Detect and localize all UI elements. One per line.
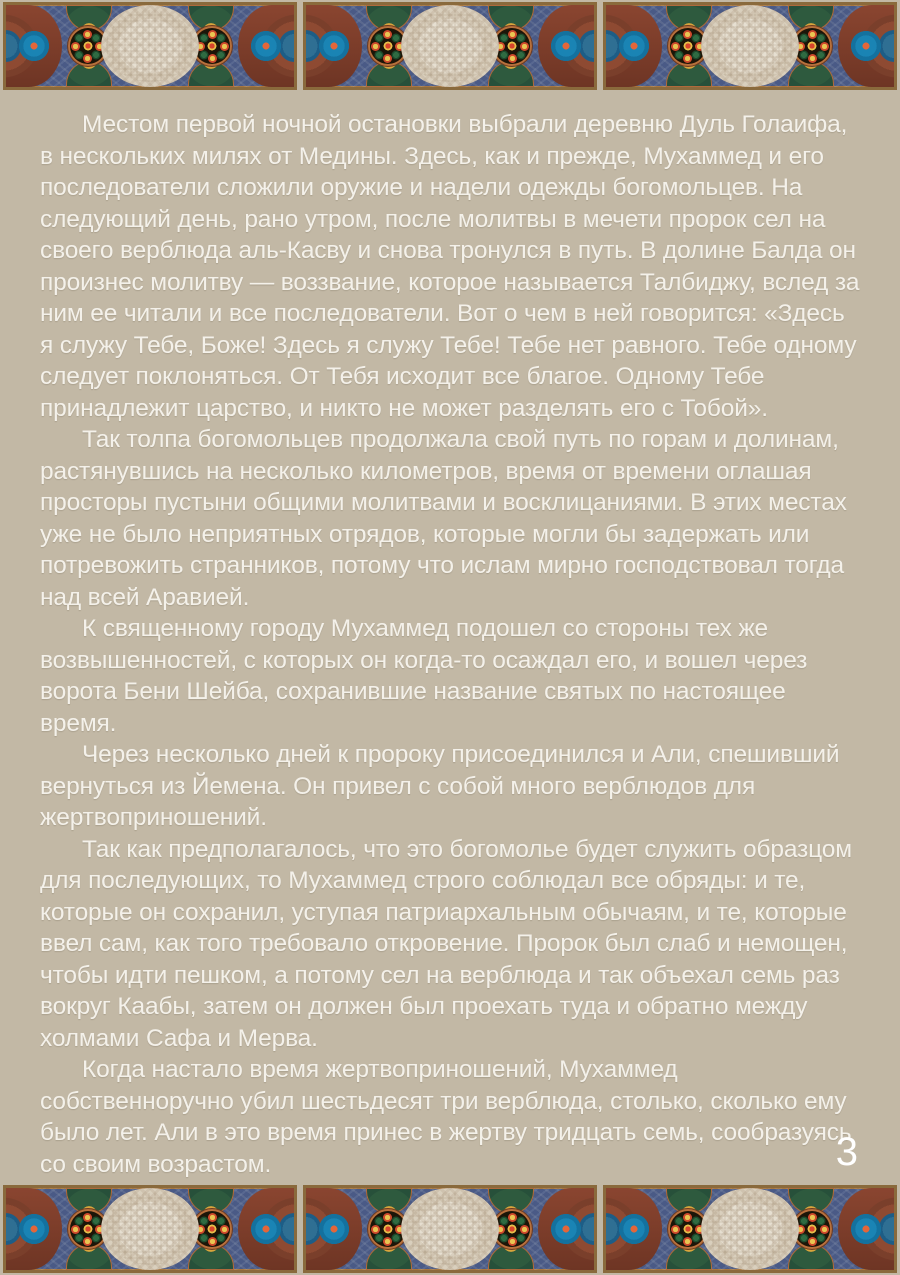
ornament-center-lens-medallion <box>101 1188 199 1270</box>
ornament-center-lens-medallion <box>401 5 499 87</box>
ornament-center-lens-medallion <box>401 1188 499 1270</box>
page-text-body <box>0 95 900 1180</box>
ornament-arch-wedge-left <box>606 5 662 87</box>
ornament-teal-floret-icon <box>842 22 890 70</box>
page-number: 3 <box>835 1130 858 1174</box>
ornament-arch-wedge-right <box>238 1188 294 1270</box>
ornament-arch-wedge-right <box>538 5 594 87</box>
ornament-teal-floret-icon <box>10 22 58 70</box>
ornament-panel <box>303 1185 597 1273</box>
ornament-panel <box>3 1185 297 1273</box>
paragraph: Местом первой ночной остановки выбрали деревню Дуль Голаифа, в нескольких милях от Медины. Здесь, как и прежде, Мухаммед и его последователи сложили оружие и надели одежды богомольцев. На следующий день, рано утром, после молитвы в мечети пророк сел на своего верблюда аль-Касву и снова тронулся в путь. В долине Балда он произнес молитву — воззвание, которое называется Талбиджу, вслед за ним ее читали и все последователи. Вот о чем в ней говорится: «Здесь я служу Тебе, Боже! Здесь я служу Тебе! Тебе нет равного. Тебе одному следует поклоняться. От Тебя исходит все благое. Одному Тебе принадлежит царство, и никто не может разделять его с Тобой». <box>40 111 860 422</box>
ornament-arch-wedge-left <box>6 1188 62 1270</box>
paragraph: Так как предполагалось, что это богомолье будет служить образцом для последующих, то Мухаммед строго соблюдал все обряды: и те, которые он сохранил, уступая патриархальным обычаям, и те, которые ввел сам, как того требовало откровение. Пророк был слаб и немощен, чтобы идти пешком, а потому сел на верблюда и так объехал семь раз вокруг Каабы, затем он должен был проехать туда и обратно между холмами Сафа и Мерва. <box>40 835 852 1052</box>
ornament-teal-floret-icon <box>242 22 290 70</box>
ornament-arch-wedge-left <box>606 1188 662 1270</box>
paragraph: Через несколько дней к пророку присоединился и Али, спешивший вернуться из Йемена. Он привел с собой много верблюдов для жертвоприношений. <box>40 741 840 831</box>
ornament-teal-floret-icon <box>542 1205 590 1253</box>
ornament-center-lens-medallion <box>701 5 799 87</box>
ornament-panel-field <box>606 5 894 87</box>
ornament-panel-field <box>306 1188 594 1270</box>
ornament-panel <box>303 2 597 90</box>
ornament-teal-floret-icon <box>542 22 590 70</box>
ornament-arch-wedge-right <box>538 1188 594 1270</box>
ornament-teal-floret-icon <box>310 1205 358 1253</box>
ornament-panel <box>603 2 897 90</box>
paragraph: Так толпа богомольцев продолжала свой путь по горам и долинам, растянувшись на несколько километров, время от времени оглашая просторы пустыни общими молитвами и восклицаниями. В этих местах уже не было неприятных отрядов, которые могли бы задержать или потревожить странников, потому что ислам мирно господствовал тогда над всей Аравией. <box>40 426 847 611</box>
ornament-arch-wedge-left <box>306 5 362 87</box>
paragraph: Когда настало время жертвоприношений, Мухаммед собственноручно убил шестьдесят три верблюда, столько, сколько ему было лет. Али в это время принес в жертву тридцать семь, сообразуясь со своим возрастом. <box>40 1056 852 1178</box>
ornament-arch-wedge-right <box>238 5 294 87</box>
ornament-teal-floret-icon <box>10 1205 58 1253</box>
ornament-arch-wedge-right <box>838 1188 894 1270</box>
ornament-teal-floret-icon <box>842 1205 890 1253</box>
ornament-panel <box>3 2 297 90</box>
bottom-ornamental-border <box>0 1180 900 1275</box>
ornament-center-lens-medallion <box>101 5 199 87</box>
ornament-teal-floret-icon <box>610 22 658 70</box>
ornament-panel-field <box>306 5 594 87</box>
ornament-teal-floret-icon <box>610 1205 658 1253</box>
paragraph: К священному городу Мухаммед подошел со стороны тех же возвышенностей, с которых он когда-то осаждал его, и вошел через ворота Бени Шейба, сохранившие название святых по настоящее время. <box>40 615 808 737</box>
ornament-panel <box>603 1185 897 1273</box>
ornament-center-lens-medallion <box>701 1188 799 1270</box>
ornament-panel-field <box>606 1188 894 1270</box>
ornament-panel-field <box>6 5 294 87</box>
ornament-arch-wedge-left <box>6 5 62 87</box>
ornament-panel-field <box>6 1188 294 1270</box>
ornament-teal-floret-icon <box>310 22 358 70</box>
top-ornamental-border <box>0 0 900 95</box>
ornament-teal-floret-icon <box>242 1205 290 1253</box>
ornament-arch-wedge-left <box>306 1188 362 1270</box>
ornament-arch-wedge-right <box>838 5 894 87</box>
